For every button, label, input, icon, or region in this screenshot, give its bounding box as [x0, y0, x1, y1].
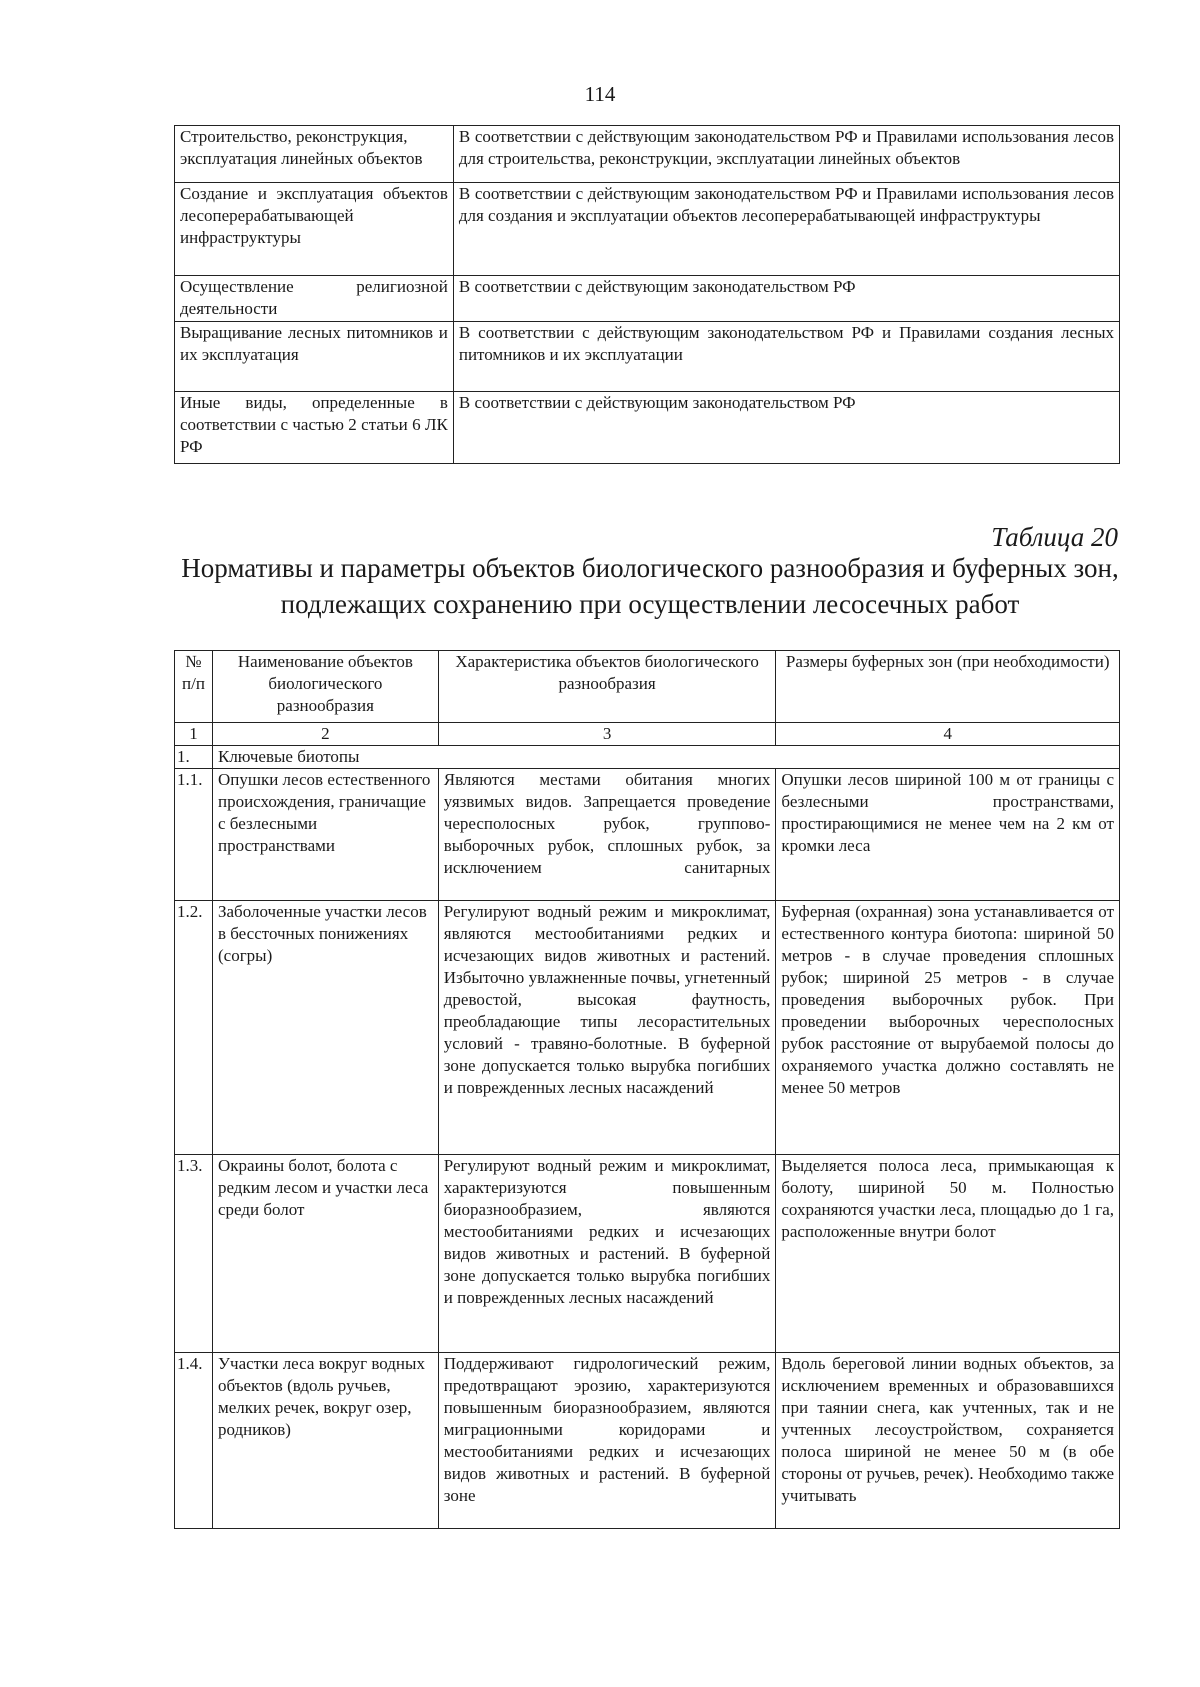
table-caption: Таблица 20: [991, 522, 1118, 552]
table-row: [175, 126, 1120, 183]
column-number: 1: [175, 723, 213, 746]
buffer-zone: Буферная (охранная) зона устанавливается от естественного контура биотопа: шириной 50 метров - в случае проведения сплошных рубок; шириной 25 метров - в случае проведения выборочных рубок. При проведении выборочных чересполосных рубок расстояние от вырубаемой полосы до охраняемого участка должно составлять не менее 50 метров: [776, 901, 1120, 1155]
table-row: [175, 322, 1120, 392]
object-name: Опушки лесов естественного происхождения, граничащие с безлесными пространствами: [212, 769, 438, 901]
header-name: Наименование объектов биологического разнообразия: [212, 651, 438, 723]
column-number: 2: [212, 723, 438, 746]
table-row: [175, 276, 1120, 322]
table-row: [175, 1155, 1120, 1353]
header-num: № п/п: [175, 651, 213, 723]
requirement-cell: В соответствии с действующим законодательством РФ и Правилами использования лесов для создания и эксплуатации объектов лесоперерабатывающей инфраструктуры: [453, 183, 1119, 276]
requirement-cell: В соответствии с действующим законодательством РФ: [453, 392, 1119, 464]
object-name: Участки леса вокруг водных объектов (вдоль ручьев, мелких речек, вокруг озер, родников): [212, 1353, 438, 1529]
row-num: 1.1.: [175, 769, 213, 901]
column-number-row: [175, 723, 1120, 746]
header-buffer: Размеры буферных зон (при необходимости): [776, 651, 1120, 723]
section-title: Ключевые биотопы: [212, 746, 1119, 769]
row-num: 1.4.: [175, 1353, 213, 1529]
requirement-cell: В соответствии с действующим законодательством РФ: [453, 276, 1119, 322]
buffer-zone: Опушки лесов шириной 100 м от границы с безлесными пространствами, простирающимися не менее чем на 2 км от кромки леса: [776, 769, 1120, 901]
table-title: Нормативы и параметры объектов биологического разнообразия и буферных зон, подлежащих сохранению при осуществлении лесосечных работ: [181, 553, 1119, 619]
buffer-zone: Вдоль береговой линии водных объектов, за исключением временных и образовавшихся при таянии снега, как учтенных, так и не учтенных лесоустройством, сохраняется полоса шириной не менее 50 м (в обе стороны от ручьев, речек). Необходимо также учитывать: [776, 1353, 1120, 1529]
requirement-cell: В соответствии с действующим законодательством РФ и Правилами использования лесов для строительства, реконструкции, эксплуатации линейных объектов: [453, 126, 1119, 183]
column-number: 3: [438, 723, 776, 746]
activity-cell: Строительство, реконструкция, эксплуатация линейных объектов: [175, 126, 454, 183]
column-number: 4: [776, 723, 1120, 746]
row-num: 1.2.: [175, 901, 213, 1155]
table-row: [175, 769, 1120, 901]
activity-cell: Осуществление религиозной деятельности: [175, 276, 454, 322]
land-use-table: [174, 125, 1120, 464]
biodiversity-table: [174, 650, 1120, 1529]
object-characteristic: Поддерживают гидрологический режим, предотвращают эрозию, характеризуются повышенным биоразнообразием, являются миграционными коридорами и местообитаниями редких и исчезающих видов животных и растений. В буферной зоне: [438, 1353, 776, 1529]
activity-cell: Выращивание лесных питомников и их эксплуатация: [175, 322, 454, 392]
object-characteristic: Регулируют водный режим и микроклимат, являются местообитаниями редких и исчезающих видов животных и растений. Избыточно увлажненные почвы, угнетенный древостой, высокая фаутность, преобладающие типы лесорастительных условий - травяно-болотные. В буферной зоне допускается только вырубка погибших и поврежденных лесных насаждений: [438, 901, 776, 1155]
table-row: [175, 901, 1120, 1155]
table-row: [175, 1353, 1120, 1529]
object-characteristic: Являются местами обитания многих уязвимых видов. Запрещается проведение чересполосных рубок, группово-выборочных рубок, сплошных рубок, за исключением санитарных: [438, 769, 776, 901]
section-num: 1.: [175, 746, 213, 769]
activity-cell: Иные виды, определенные в соответствии с частью 2 статьи 6 ЛК РФ: [175, 392, 454, 464]
requirement-cell: В соответствии с действующим законодательством РФ и Правилами создания лесных питомников и их эксплуатации: [453, 322, 1119, 392]
object-characteristic: Регулируют водный режим и микроклимат, характеризуются повышенным биоразнообразием, являются местообитаниями редких и исчезающих видов животных и растений. В буферной зоне допускается только вырубка погибших и поврежденных лесных насаждений: [438, 1155, 776, 1353]
activity-cell: Создание и эксплуатация объектов лесоперерабатывающей инфраструктуры: [175, 183, 454, 276]
row-num: 1.3.: [175, 1155, 213, 1353]
header-row: [175, 651, 1120, 723]
header-characteristic: Характеристика объектов биологического разнообразия: [438, 651, 776, 723]
table-row: [175, 183, 1120, 276]
buffer-zone: Выделяется полоса леса, примыкающая к болоту, шириной 50 м. Полностью сохраняются участки леса, площадью до 1 га, расположенные внутри болот: [776, 1155, 1120, 1353]
table-row: [175, 392, 1120, 464]
page-number: 114: [584, 82, 616, 106]
section-row: [175, 746, 1120, 769]
object-name: Заболоченные участки лесов в бессточных понижениях (согры): [212, 901, 438, 1155]
object-name: Окраины болот, болота с редким лесом и участки леса среди болот: [212, 1155, 438, 1353]
